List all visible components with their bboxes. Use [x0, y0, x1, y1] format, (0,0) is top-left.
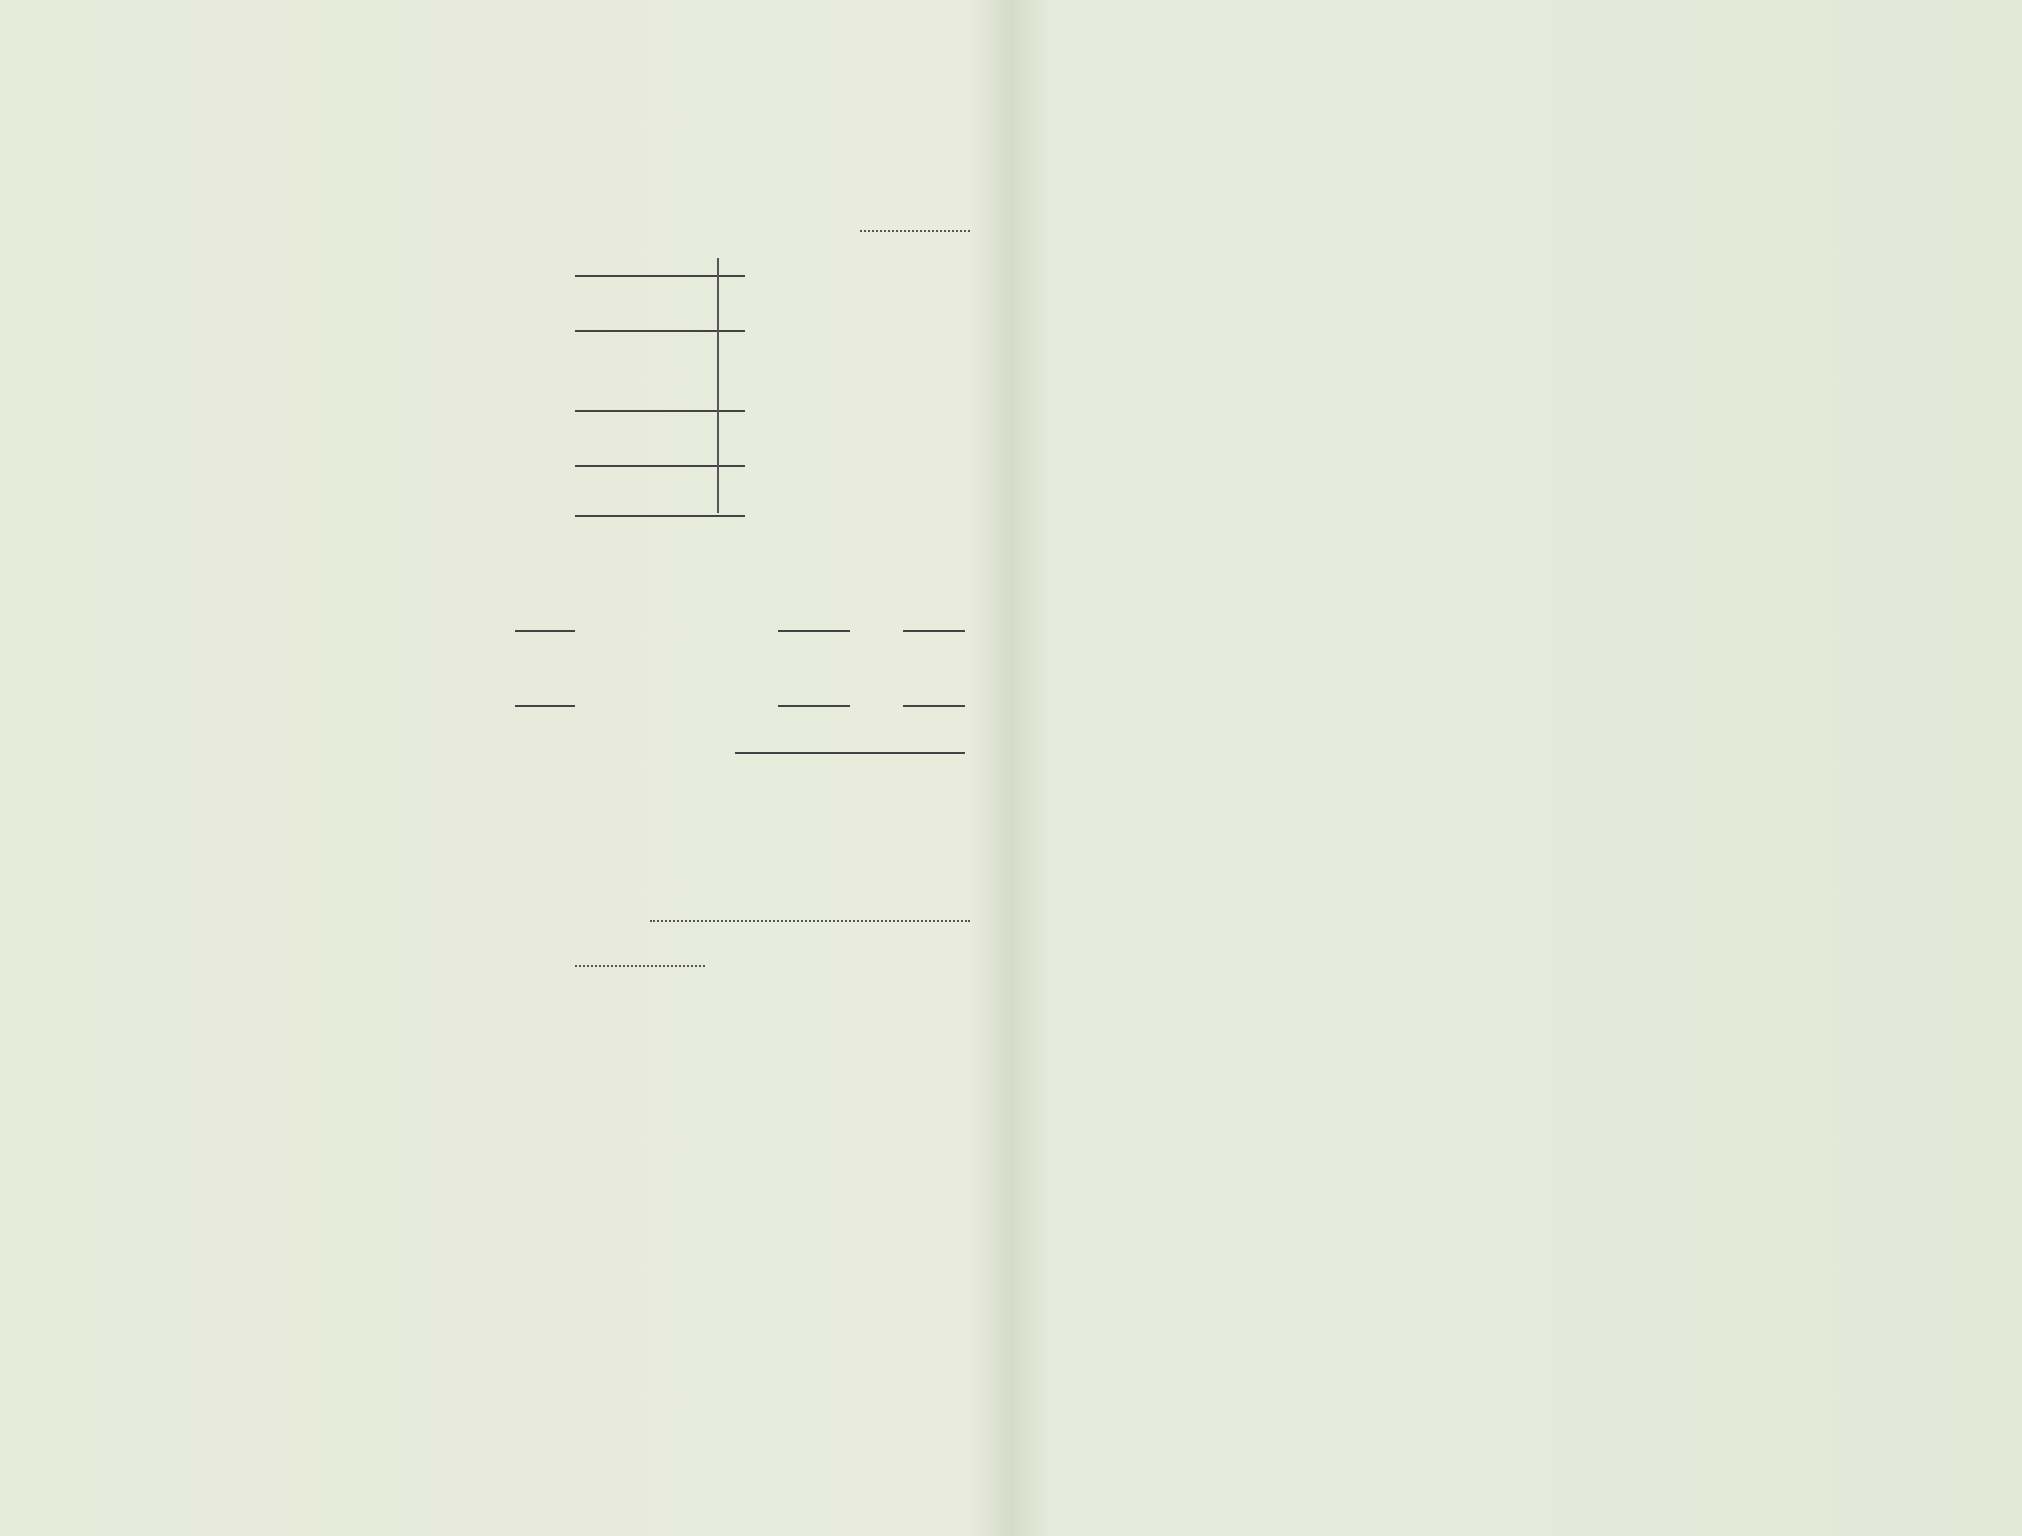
left-page — [55, 0, 970, 1536]
